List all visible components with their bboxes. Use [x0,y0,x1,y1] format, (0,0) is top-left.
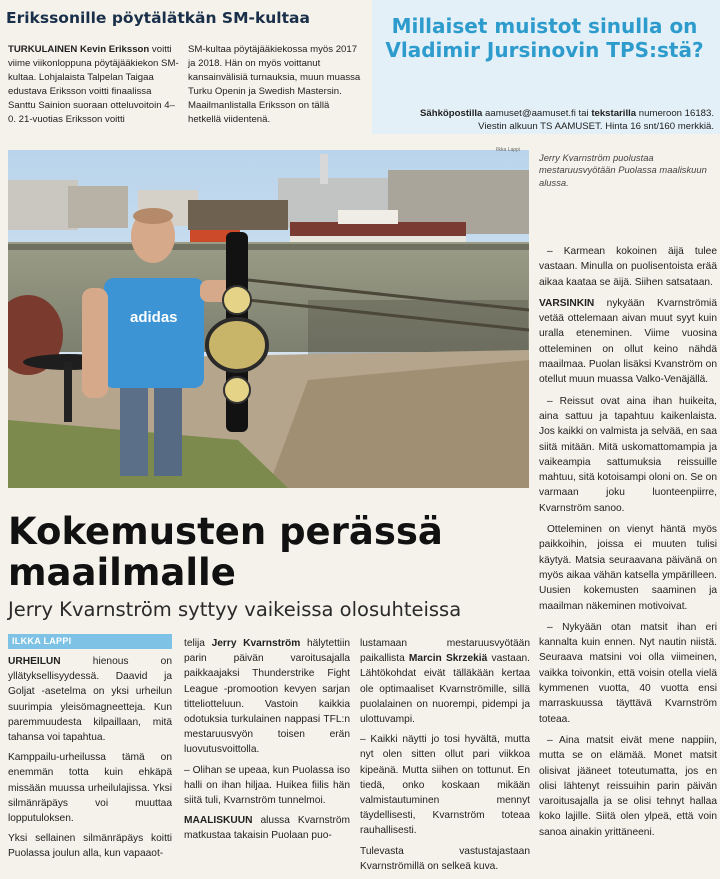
paragraph: Kamppailu-urheilussa tämä on enemmän totta kuin ehkäpä missään muussa urheilulajissa. Yksi silmänräpäys voi muuttaa lopputuloksen. [8,752,172,825]
paragraph: – Aina matsit eivät mene nappiin, mutta se on elämää. Monet matsit olisivat jääneet toteutumatta, jos en olisi lähtenyt reissuihin parin päivän varoitusajalla ja se olisi tehnyt hallaa koko lajille. Siitä olen ylpeä, että voin sanoa ainakin yrittäneeni. [539,734,717,838]
paragraph: Yksi sellainen silmänräpäys koitti Puolassa joulun alla, kun vapaaot- [8,833,172,860]
paragraph [184,813,350,843]
paragraph-text: alussa Kvarnström matkustaa takaisin Puolaan puo- [184,815,350,842]
paragraph-text: hälytettiin parin päivän varoitusajalla paikkaajaksi Thunderstrike Fight League -promootion kevyen sarjan titteliotteluun. Vastoin kaikkia odotuksia turkulainen nappasi TFL:n mestaruusvyön toisen erän luovutusvoittolla. [184,638,350,756]
promo-email-text: aamuset@aamuset.fi tai [482,108,592,119]
paragraph [184,636,350,758]
paragraph: – Nykyään otan matsit ihan eri kannalta kuin ennen. Nyt nautin niistä. Seuraava matsini voi olla viimeinen, vaikka toivonkin, että voisin otella vielä kymmenen vuotta, 40 vuotta ensi marraskuussa täyttävä Kvarnström toteaa. [539,621,717,725]
paragraph [539,296,717,388]
brief-headline: Erikssonille pöytälätkän SM-kultaa [6,9,310,27]
paragraph-lead: URHEILUN [8,656,61,667]
paragraph-text: nykyään Kvarnströmiä vetää ottelemaan aivan muut syyt kuin uralla eteneminen. Viime vuosina otteleminen on ollut keino nähdä maailmaa. Puolan lisäksi Kvanström on otellut muun muassa Valko-Venäjällä. [539,297,717,386]
photo-credit: Ilkka Lappi [496,147,520,153]
paragraph-lead: VARSINKIN [539,297,595,309]
paragraph: Otteleminen on vienyt häntä myös paikkoihin, joissa ei muuten tulisi käytyä. Matsia seuraavana päivänä on myös aikaa vähän katsella ympärilleen. Uusien kokemusten saaminen ja maailman näkeminen motivoivat. [539,524,717,612]
promo-sms-label: tekstarilla [591,108,637,119]
paragraph-text: hienous on yllätyksellisyydessä. Daavid ja Goljat -asetelma on yksi urheilun suurimpia yleisömagneetteja. Kun paremmuudesta kilpaillaan, mitä tahansa voi tapahtua. [8,656,172,744]
promo-sms-text: numeroon 16183. [636,108,714,119]
article-column-1 [8,654,172,867]
article-column-3 [360,636,530,879]
paragraph: – Karmean kokoinen äijä tulee vastaan. Minulla on puolisentoista erää aikaa kaataa se äijä. Siihen satsataan. [539,246,717,288]
paragraph-text: telija [184,638,212,649]
person-name: Marcin Skrzekiä [408,653,488,665]
brief-column-2: SM-kultaa pöytäjääkiekossa myös 2017 ja 2018. Hän on myös voittanut kansainvälisiä turnauksia, muun muassa Turku Openin ja Swedish Mastersin. Maailmanlistalla Eriksson on tällä hetkellä viidentenä. [188,44,361,126]
promo-title: Millaiset muistot sinulla on Vladimir Jursinovin TPS:stä? [385,14,704,62]
photo-caption: Jerry Kvarnström puolustaa mestaruusvyötään Puolassa maaliskuun alussa. [539,152,707,188]
paragraph-text: vastaan. Lähtökohdat eivät tälläkään kertaa ole optimaaliset Kvarnströmille, sillä puolalainen on nuorempi, pidempi ja ulottuvampi. [360,653,530,726]
paragraph-text: lustamaan mestaruusvyötään paikallista [360,638,530,665]
article-photo [8,150,529,488]
paragraph-lead: MAALISKUUN [184,815,253,827]
paragraph: Tulevasta vastustajastaan Kvarnströmillä on selkeä kuva. [360,845,530,872]
promo-info [378,107,714,133]
promo-email-label: Sähköpostilla [420,108,483,119]
article-right-column [539,244,717,846]
person-name: Jerry Kvarnström [211,638,301,649]
shirt-text: adidas [130,309,178,326]
brief-lead: TURKULAINEN Kevin Eriksson [8,44,150,55]
paragraph: – Olihan se upeaa, kun Puolassa iso halli on ihan hiljaa. Huikea fiilis hän siitä tuli, Kvarnström tunnelmoi. [184,764,350,807]
brief-column-1 [8,43,180,128]
article-subheadline: Jerry Kvarnström syttyy vaikeissa olosuhteissa [8,598,462,621]
paragraph: – Reissut ovat aina ihan huikeita, aina sattuu ja tapahtuu kaikenlaista. Jos kaikki on valmista ja selvää, en saa siitä mitään. Mitä uskomattomampia ja vaikeampia sattumuksia reissuille mahtuu, sitä kotoisampi oloni on. Se on varmaan joku luonteenpiirre, Kvarnström sanoo. [539,395,717,514]
harbour-photo-illustration [8,150,529,488]
article-headline: Kokemusten perässä maailmalle [8,510,443,594]
paragraph: – Kaikki näytti jo tosi hyvältä, mutta nyt olen sitten ollut pari viikkoa kipeänä. Mutta siihen on tottunut. En tiedä, onko koskaan mikään valmistautuminen mennyt täydellisesti, Kvarnström toteaa rauhallisesti. [360,734,530,837]
article-column-2 [184,636,350,849]
brief-text-1: voitti viime viikonloppuna pöytäjääkiekon SM-kultaa. Lohjalaista Talpelan Taigaa edustava Eriksson voitti finaalissa Santtu Sainion suoraan otteluvoitoin 4–0. 21-vuotias Eriksson voitti [8,44,179,126]
paragraph [360,636,530,727]
paragraph [8,654,172,745]
promo-info-line2: Viestin alkuun TS AAMUSET. Hinta 16 snt/160 merkkiä. [478,121,714,132]
byline: ILKKA LAPPI [12,636,72,646]
